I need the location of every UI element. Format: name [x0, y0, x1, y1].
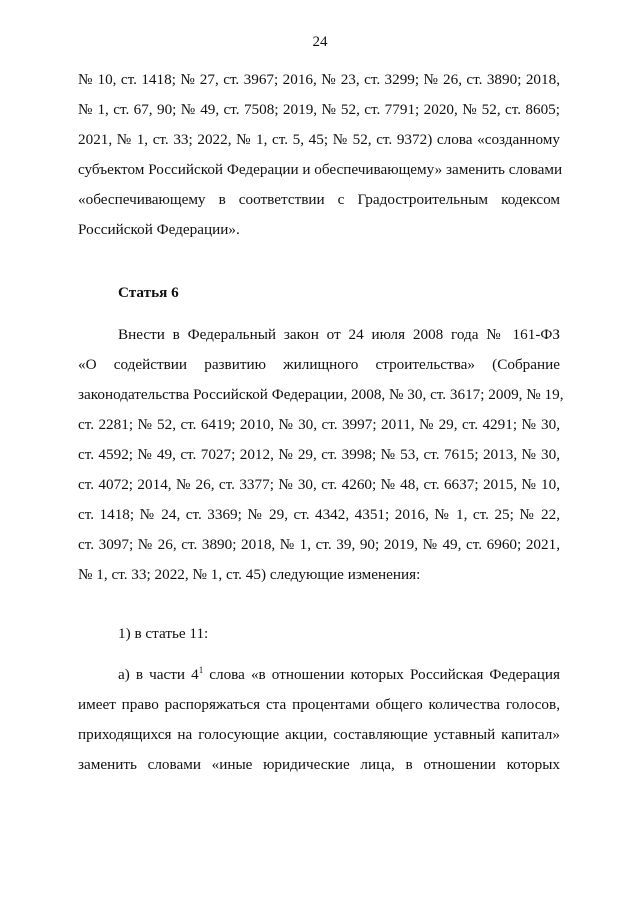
text-fragment: слова «в отношении которых Российская Федерация [203, 666, 560, 683]
subitem-a [78, 660, 560, 780]
text-line: «О содействии развитию жилищного строительства» (Собрание [78, 356, 560, 373]
text-line: ст. 1418; № 24, ст. 3369; № 29, ст. 4342, 4351; 2016, № 1, ст. 25; № 22, [78, 506, 560, 523]
text-line: 2021, № 1, ст. 33; 2022, № 1, ст. 5, 45; № 52, ст. 9372) слова «созданному [78, 131, 560, 148]
article-heading: Статья 6 [118, 284, 179, 301]
text-line: имеет право распоряжаться ста процентами общего количества голосов, [78, 696, 560, 713]
text-line: приходящихся на голосующие акции, составляющие уставный капитал» [78, 726, 560, 743]
paragraph-continuation [78, 65, 563, 245]
text-fragment: а) в части 4 [118, 666, 199, 683]
text-line: ст. 4592; № 49, ст. 7027; 2012, № 29, ст. 3998; № 53, ст. 7615; 2013, № 30, [78, 446, 560, 463]
page-number: 24 [312, 34, 328, 50]
text-line: ст. 4072; 2014, № 26, ст. 3377; № 30, ст. 4260; № 48, ст. 6637; 2015, № 10, [78, 476, 560, 493]
text-line: № 10, ст. 1418; № 27, ст. 3967; 2016, № 23, ст. 3299; № 26, ст. 3890; 2018, [78, 71, 560, 88]
text-line: № 1, ст. 33; 2022, № 1, ст. 45) следующие изменения: [78, 566, 421, 583]
text-line: Российской Федерации». [78, 221, 240, 238]
text-line [78, 660, 560, 690]
article-paragraph [78, 320, 564, 590]
text-line: ст. 3097; № 26, ст. 3890; 2018, № 1, ст. 39, 90; 2019, № 49, ст. 6960; 2021, [78, 536, 560, 553]
text-line: «обеспечивающему в соответствии с Градостроительным кодексом [78, 191, 560, 208]
text-line: Внести в Федеральный закон от 24 июля 2008 года № 161-ФЗ [118, 326, 560, 343]
superscript: 1 [198, 665, 204, 675]
text-line: субъектом Российской Федерации и обеспечивающему» заменить словами [78, 161, 563, 178]
text-line: 1) в статье 11: [118, 625, 209, 642]
text-line: № 1, ст. 67, 90; № 49, ст. 7508; 2019, № 52, ст. 7791; 2020, № 52, ст. 8605; [78, 101, 560, 118]
text-line: законодательства Российской Федерации, 2008, № 30, ст. 3617; 2009, № 19, [78, 386, 564, 403]
list-item-1 [78, 619, 560, 649]
text-line: заменить словами «иные юридические лица, в отношении которых [78, 756, 560, 773]
text-line: ст. 2281; № 52, ст. 6419; 2010, № 30, ст. 3997; 2011, № 29, ст. 4291; № 30, [78, 416, 560, 433]
